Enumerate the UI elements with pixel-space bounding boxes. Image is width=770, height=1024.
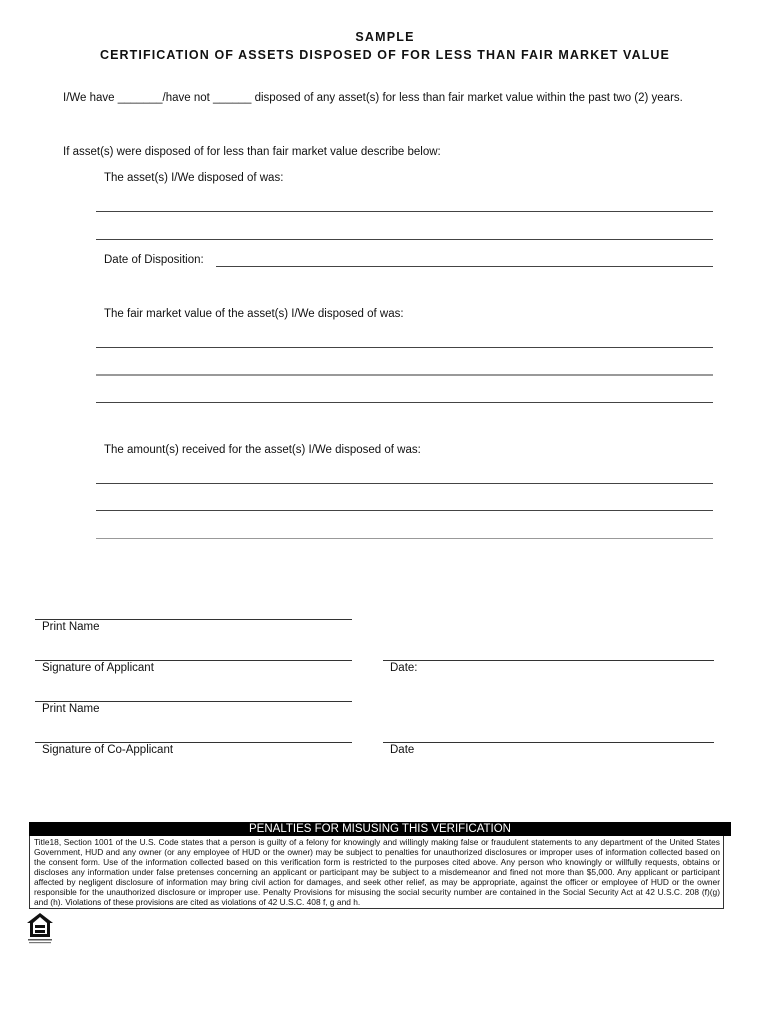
fair-market-value-line-2[interactable] [96,374,713,376]
date-of-disposition-line[interactable] [216,266,713,267]
print-name-label-2: Print Name [42,703,100,715]
instruction-text: If asset(s) were disposed of for less than fair market value describe below: [63,146,441,158]
fair-market-value-line-3[interactable] [96,402,713,403]
penalties-text: Title18, Section 1001 of the U.S. Code states that a person is guilty of a felony for knowingly and willingly making false or fraudulent statements to any department of the United States Government, HUD and any owner (or any employee of HUD or the owner) may be subject to penalties for unauthorized disclosures or improper uses of information collected based on the consent form. Use of the information collected based on this verification form is restricted to the purposes cited above. Any person who knowingly or willfully requests, obtains or discloses any information under false pretenses concerning an applicant or participant may be subject to a misdemeanor and fined not more than $5,000. Any applicant or participant affected by negligent disclosure of information may bring civil action for damages, and seek other relief, as may be appropriate, against the officer or employee of HUD or the owner responsible for the unauthorized disclosure or improper use. Penalty Provisions for misusing the social security number are contained in the Social Security Act at 42 U.S.C. 208 (f)(g) and (h). Violations of these provisions are cited as violations of 42 U.S.C. 408 f, g and h. [34,837,720,907]
equal-housing-opportunity-icon [26,912,54,946]
equal-housing-opportunity-logo [26,912,54,946]
asset-label: The asset(s) I/We disposed of was: [104,172,284,184]
amount-received-line-2[interactable] [96,510,713,511]
signature-co-applicant-line[interactable] [35,742,352,743]
signature-applicant-line[interactable] [35,660,352,661]
date-of-disposition-label: Date of Disposition: [104,254,204,266]
asset-line-1[interactable] [96,211,713,212]
document-label-sample: SAMPLE [355,30,415,44]
penalties-box [29,836,724,909]
print-name-line-1[interactable] [35,619,352,620]
fair-market-value-label: The fair market value of the asset(s) I/We disposed of was: [104,308,404,320]
penalties-heading: PENALTIES FOR MISUSING THIS VERIFICATION [29,822,731,836]
date-label-1: Date: [390,662,418,674]
date-line-1[interactable] [383,660,714,661]
amount-received-line-3[interactable] [96,538,713,539]
disposal-statement: I/We have _______/have not ______ disposed of any asset(s) for less than fair market value within the past two (2) years. [63,92,683,104]
print-name-label-1: Print Name [42,621,100,633]
signature-co-applicant-label: Signature of Co-Applicant [42,744,174,756]
document-title: CERTIFICATION OF ASSETS DISPOSED OF FOR LESS THAN FAIR MARKET VALUE [99,48,670,62]
signature-applicant-label: Signature of Applicant [42,662,154,674]
fair-market-value-line-1[interactable] [96,347,713,348]
asset-line-2[interactable] [96,239,713,240]
print-name-line-2[interactable] [35,701,352,702]
date-line-2[interactable] [383,742,714,743]
date-label-2: Date [390,744,415,756]
amount-received-label: The amount(s) received for the asset(s) I/We disposed of was: [104,444,421,456]
amount-received-line-1[interactable] [96,483,713,484]
